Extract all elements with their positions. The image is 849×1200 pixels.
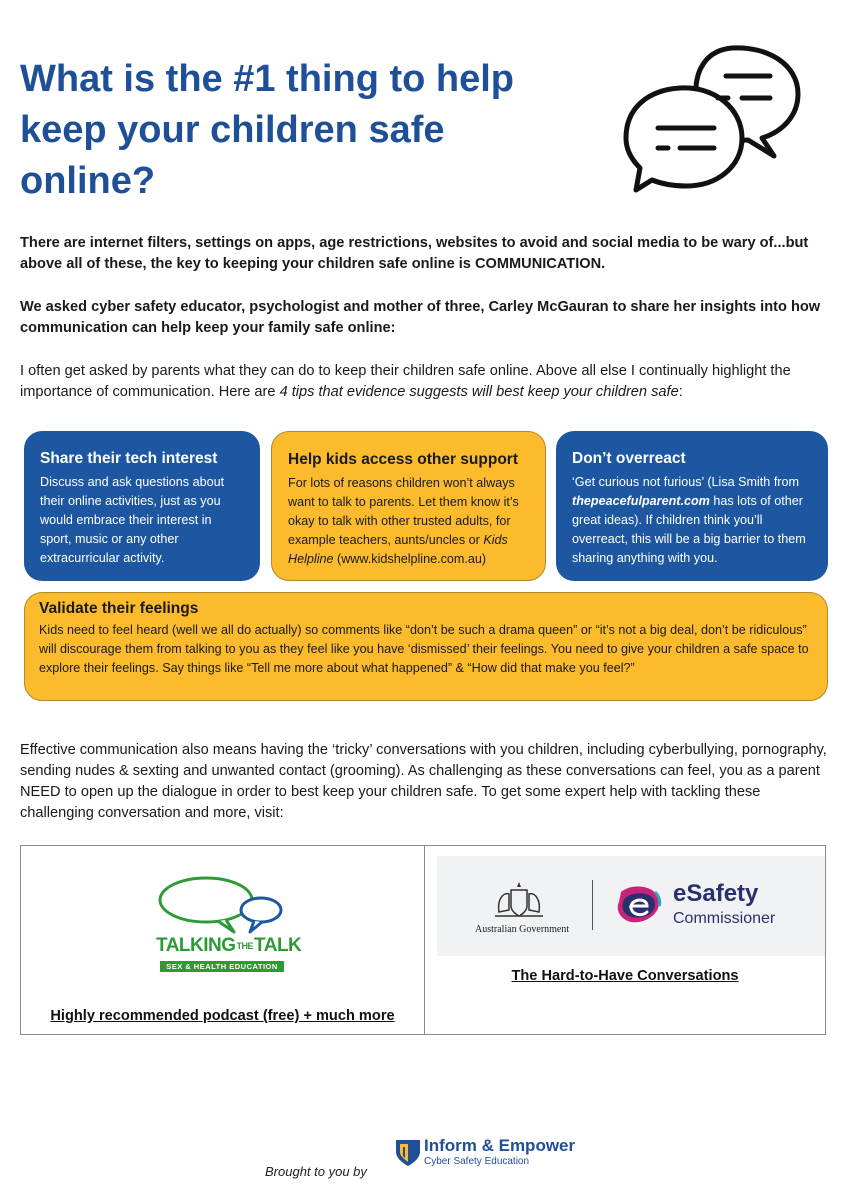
- tip-card-support: [271, 431, 546, 581]
- tip-card-share: [24, 431, 260, 581]
- intro-paragraph-2: We asked cyber safety educator, psychologist and mother of three, Carley McGauran to share her insights into how communication can help keep your family safe online:: [20, 299, 821, 336]
- inform-empower-name: Inform & Empower: [424, 1136, 576, 1155]
- intro-paragraph-1: There are internet filters, settings on apps, age restrictions, websites to avoid and social media to be wary of...but above all of these, the key to keeping your children safe online is COMMUNICATION.: [20, 235, 809, 272]
- tip-body: Discuss and ask questions about their online activities, just as you would embrace their interest in sport, music or any other extracurricular activity.: [40, 475, 225, 565]
- resource-cell-esafety: [425, 846, 825, 1034]
- australian-government-label: Australian Government: [475, 924, 570, 935]
- logo-word-talking: TALKING: [156, 935, 236, 956]
- esafety-subtitle: Commissioner: [673, 910, 776, 927]
- esafety-logo-icon: [615, 884, 663, 924]
- logo-wordmark: [156, 935, 302, 957]
- intro-text-end: :: [678, 384, 683, 400]
- outro-paragraph: Effective communication also means having the ‘tricky’ conversations with you children, including cyberbullying, pornography, sending nudes & sexting and unwanted contact (grooming). As challenging as these conversations can feel, you as a parent NEED to open up the dialogue in order to best keep your children safe. To get some expert help with tackling these challenging conversation and more, visit:: [20, 742, 827, 821]
- brought-to-you-by: Brought to you by: [265, 1164, 367, 1179]
- tip-title: Help kids access other support: [288, 451, 518, 468]
- kids-helpline-name: Kids Helpline: [288, 533, 508, 566]
- logo-word-talk: TALK: [254, 935, 302, 956]
- tip-body-text: has lots of other great ideas). If children think you’ll overreact, this will be a big barrier to them sharing anything with you.: [572, 494, 806, 565]
- page-title: What is the #1 thing to help keep your children safe online?: [20, 58, 514, 202]
- intro-emphasis: 4 tips that evidence suggests will best keep your children safe: [279, 384, 679, 400]
- tip-title: Don’t overreact: [572, 450, 686, 467]
- esafety-name: eSafety: [673, 880, 759, 907]
- logo-word-the: THE: [236, 940, 254, 951]
- intro-paragraph-3: [20, 361, 828, 403]
- intro-text-start: I often get asked by parents what they can do to keep their children safe online. Above all else I continually highlight the importance of communication. Here are: [20, 363, 791, 400]
- tip-body-text: ‘Get curious not furious’ (Lisa Smith from: [572, 475, 800, 489]
- logo-divider: [592, 880, 593, 930]
- tip-body-text: (www.kidshelpline.com.au): [333, 552, 487, 566]
- resource-cell-talking-the-talk: [21, 846, 425, 1034]
- tip-card-overreact: [556, 431, 828, 581]
- podcast-link[interactable]: Highly recommended podcast (free) + much more: [50, 1008, 395, 1024]
- tip-title: Share their tech interest: [40, 450, 218, 467]
- tip-body: Kids need to feel heard (well we all do actually) so comments like “don’t be such a drama queen” or “it’s not a big deal, don’t be ridiculous” will discourage them from talking to you as they feel like you have ‘dismissed’ their feelings. You need to give your children a safe space to explore their feelings. Say things like “Tell me more about what happened” & “How did that make you feel?”: [39, 623, 809, 675]
- tip-body: [288, 474, 529, 569]
- hard-conversations-link[interactable]: The Hard-to-Have Conversations: [511, 968, 739, 984]
- tip-card-validate: [24, 592, 828, 701]
- speech-bubbles-logo-icon: [156, 874, 286, 938]
- peaceful-parent-site: thepeacefulparent.com: [572, 494, 710, 508]
- coat-of-arms-icon: [489, 878, 549, 920]
- tip-body: [572, 473, 812, 568]
- tip-title: Validate their feelings: [39, 600, 199, 617]
- talking-the-talk-logo: [156, 874, 302, 982]
- speech-bubbles-icon: [622, 40, 808, 195]
- esafety-banner: [437, 856, 825, 956]
- logo-tagline: SEX & HEALTH EDUCATION: [160, 961, 284, 972]
- inform-empower-subtitle: Cyber Safety Education: [424, 1156, 530, 1167]
- resources-table: [20, 845, 826, 1035]
- tip-body-text: For lots of reasons children won’t always want to talk to parents. Let them know it’s okay to talk with other trusted adults, for example teachers, aunts/uncles or: [288, 476, 519, 547]
- inform-empower-shield-icon: [394, 1136, 422, 1168]
